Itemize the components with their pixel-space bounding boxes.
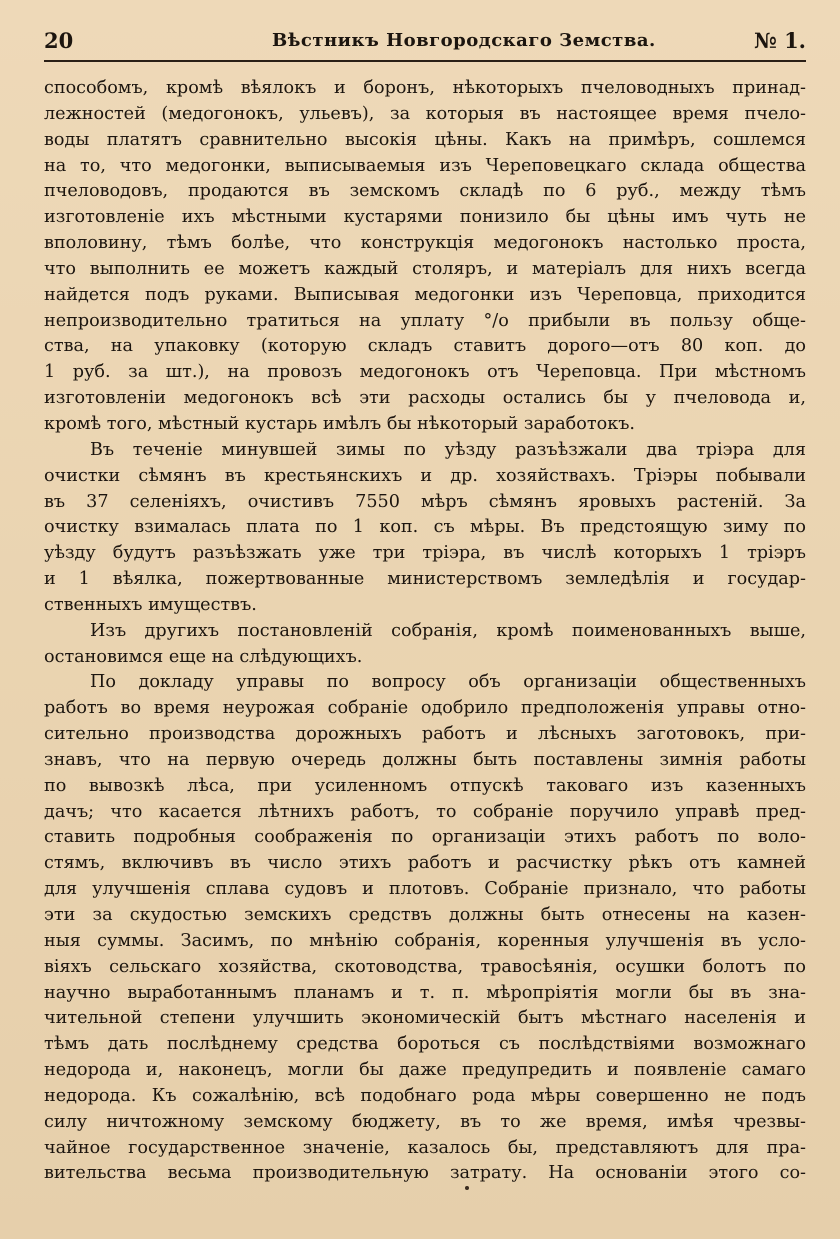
- text-line: остановимся еще на слѣдующихъ.: [44, 646, 363, 667]
- text-line: недорода и, наконецъ, могли бы даже предупредить и появленіе самаго: [44, 1060, 806, 1081]
- text-line: по вывозкѣ лѣса, при усиленномъ отпускѣ таковаго изъ казенныхъ: [44, 775, 806, 796]
- text-line: и 1 вѣялка, пожертвованные министерствомъ земледѣлія и государ-: [44, 569, 806, 590]
- text-line: вполовину, тѣмъ болѣе, что конструкція медогонокъ настолько проста,: [44, 233, 806, 254]
- text-line: изготовленіе ихъ мѣстными кустарями понизило бы цѣны имъ чуть не: [44, 207, 806, 228]
- text-line: чительной степени улучшить экономическій бытъ мѣстнаго населенія и: [44, 1008, 806, 1029]
- text-line: чайное государственное значеніе, казалось бы, представляютъ для пра-: [44, 1137, 806, 1158]
- text-line: лежностей (медогонокъ, ульевъ), за которыя въ настоящее время пчело-: [44, 103, 806, 124]
- body-text: [44, 76, 806, 1187]
- text-line: изготовленіи медогонокъ всѣ эти расходы остались бы у пчеловода и,: [44, 388, 806, 409]
- text-line: очистки сѣмянъ въ крестьянскихъ и др. хозяйствахъ. Тріэры побывали: [44, 465, 806, 486]
- text-line: научно выработаннымъ планамъ и т. п. мѣропріятія могли бы въ зна-: [44, 982, 806, 1003]
- text-line: уѣзду будутъ разъѣзжать уже три тріэра, въ числѣ которыхъ 1 тріэръ: [44, 543, 806, 564]
- text-line: пчеловодовъ, продаются въ земскомъ складѣ по 6 руб., между тѣмъ: [44, 181, 806, 202]
- text-line: дачъ; что касается лѣтнихъ работъ, то собраніе поручило управѣ пред-: [44, 801, 806, 822]
- text-line: кромѣ того, мѣстный кустарь имѣлъ бы нѣкоторый заработокъ.: [44, 413, 635, 434]
- text-line: эти за скудостью земскихъ средствъ должны быть отнесены на казен-: [44, 905, 806, 925]
- text-line: воды платятъ сравнительно высокія цѣны. Какъ на примѣръ, сошлемся: [44, 129, 806, 150]
- running-header: [44, 28, 806, 58]
- text-line: способомъ, кромѣ вѣялокъ и боронъ, нѣкоторыхъ пчеловодныхъ принад-: [44, 78, 806, 98]
- text-line: Изъ другихъ постановленій собранія, кромѣ поименованныхъ выше,: [90, 620, 806, 641]
- issue-number: № 1.: [753, 28, 806, 53]
- text-line: стямъ, включивъ въ число этихъ работъ и расчистку рѣкъ отъ камней: [44, 853, 806, 874]
- text-line: ственныхъ имуществъ.: [44, 594, 257, 615]
- text-line: что выполнить ее можетъ каждый столяръ, и матеріалъ для нихъ всегда: [44, 258, 806, 279]
- page-number: 20: [44, 28, 74, 53]
- text-line: силу ничтожному земскому бюджету, въ то же время, имѣя чрезвы-: [44, 1111, 806, 1132]
- text-line: въ 37 селеніяхъ, очистивъ 7550 мѣръ сѣмянъ яровыхъ растеній. За: [44, 491, 806, 512]
- header-rule: [44, 60, 806, 62]
- text-line: на то, что медогонки, выписываемыя изъ Череповецкаго склада общества: [44, 155, 806, 176]
- text-line: знавъ, что на первую очередь должны быть поставлены зимнія работы: [44, 749, 806, 770]
- text-line: тѣмъ дать послѣднему средства бороться съ послѣдствіями возможнаго: [44, 1034, 806, 1055]
- journal-title: Вѣстникъ Новгородскаго Земства.: [272, 30, 656, 51]
- text-line: По докладу управы по вопросу объ организаціи общественныхъ: [90, 672, 806, 693]
- text-line: работъ во время неурожая собраніе одобрило предположенія управы отно-: [44, 698, 806, 719]
- text-line: Въ теченіе минувшей зимы по уѣзду разъѣзжали два тріэра для: [90, 439, 806, 460]
- text-line: ства, на упаковку (которую складъ ставитъ дорого—отъ 80 коп. до: [44, 336, 806, 357]
- printing-dot: [465, 1186, 469, 1190]
- text-line: непроизводительно тратиться на уплату °/о прибыли въ пользу обще-: [44, 310, 806, 331]
- text-line: найдется подъ руками. Выписывая медогонки изъ Череповца, приходится: [44, 284, 806, 305]
- text-line: сительно производства дорожныхъ работъ и лѣсныхъ заготовокъ, при-: [44, 724, 806, 745]
- text-line: для улучшенія сплава судовъ и плотовъ. Собраніе признало, что работы: [44, 879, 806, 900]
- text-line: ныя суммы. Засимъ, по мнѣнію собранія, коренныя улучшенія въ усло-: [44, 930, 806, 951]
- text-line: віяхъ сельскаго хозяйства, скотоводства, травосѣянія, осушки болотъ по: [44, 956, 806, 977]
- text-line: недорода. Къ сожалѣнію, всѣ подобнаго рода мѣры совершенно не подъ: [44, 1085, 806, 1106]
- text-line: очистку взималась плата по 1 коп. съ мѣры. Въ предстоящую зиму по: [44, 517, 806, 538]
- text-line: ставить подробныя соображенія по организаціи этихъ работъ по воло-: [44, 827, 806, 848]
- text-line: вительства весьма производительную затрату. На основаніи этого со-: [44, 1163, 806, 1184]
- text-line: 1 руб. за шт.), на провозъ медогонокъ отъ Череповца. При мѣстномъ: [44, 362, 806, 383]
